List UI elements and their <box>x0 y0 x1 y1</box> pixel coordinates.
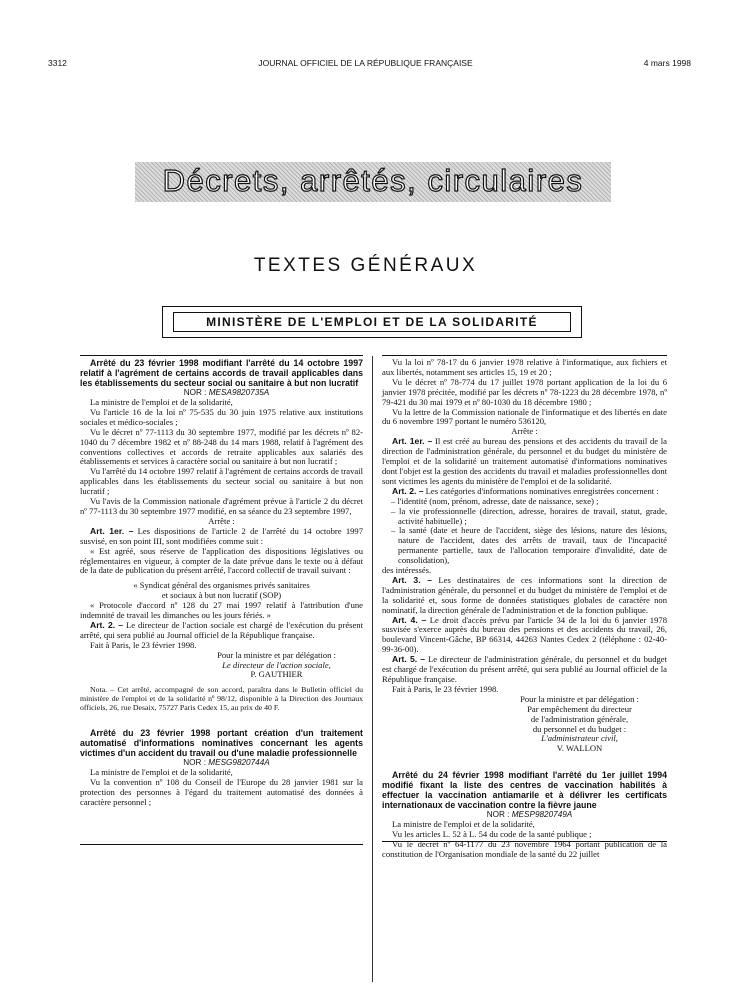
signature-line: du personnel et du budget : <box>532 723 627 734</box>
paragraph: et sociaux à but non lucratif (SOP) <box>161 590 282 601</box>
article-title: Arrêté du 23 février 1998 modifiant l'arrêté du 14 octobre 1997 relatif à l'agrément de certains accords de travail applicables dans les établissements du secteur social ou sanitaire à but non lucratif <box>80 358 363 388</box>
signature-name: P. GAUTHIER <box>250 669 303 680</box>
paragraph: Fait à Paris, le 23 février 1998. <box>392 683 499 694</box>
article-paragraph: Art. 5. – Le directeur de l'administration générale, du personnel et du budget est chargé de l'exécution du présent arrêté, qui sera publié au Journal officiel de la République française. <box>382 654 667 684</box>
article-paragraph: Art. 1er. – Les dispositions de l'article 2 de l'arrêté du 14 octobre 1997 susvisé, en son point III, sont modifiées comme suit : <box>80 525 364 546</box>
signature-line: L'administrateur civil, <box>541 733 618 744</box>
column-separator <box>372 356 373 982</box>
page-number: 3312 <box>48 58 67 68</box>
paragraph: Vu la lettre de la Commission nationale de l'informatique et des libertés en date du 6 novembre 1997 portant le numéro 536120, <box>382 406 667 427</box>
right-column-rule <box>382 355 667 356</box>
signature-name: V. WALLON <box>556 743 603 754</box>
list-item: – l'identité (nom, prénom, adresse, date de naissance, sexe) ; <box>391 495 599 506</box>
arrete-label: Arrête : <box>511 426 538 437</box>
nor-reference: NOR : MESG9820744A <box>183 758 270 768</box>
ministry-title: MINISTÈRE DE L'EMPLOI ET DE LA SOLIDARITÉ <box>173 312 571 332</box>
nor-reference: NOR : MESP9820749A <box>486 810 573 820</box>
running-header <box>0 58 731 72</box>
signature-line: de l'administration générale, <box>530 713 629 724</box>
journal-title: JOURNAL OFFICIEL DE LA RÉPUBLIQUE FRANÇAISE <box>258 58 473 68</box>
paragraph: La ministre de l'emploi et de la solidarité, <box>90 767 233 778</box>
signature-line: Pour la ministre et par délégation : <box>520 693 639 704</box>
ministry-box <box>162 306 582 338</box>
signature-line: Le directeur de l'action sociale, <box>222 659 331 670</box>
paragraph: Vu l'arrêté du 14 octobre 1997 relatif à l'agrément de certains accords de travail applicables dans les établissements du secteur social ou sanitaire à but non lucratif ; <box>80 466 363 497</box>
list-item: – la vie professionnelle (direction, adresse, horaires de travail, statut, grade, activité habituelle) ; <box>391 505 667 526</box>
nor-reference: NOR : MESA9820735A <box>183 388 270 397</box>
paragraph: Vu la loi nº 78-17 du 6 janvier 1978 relative à l'informatique, aux fichiers et aux libertés, notamment ses articles 15, 19 et 20 ; <box>382 357 667 377</box>
article-paragraph: Art. 3. – Les destinataires de ces informations sont la direction de l'administration générale, du personnel et du budget du ministère de l'emploi et de la solidarité et, sous forme de données statistiques globales de caractère non nominatif, la direction générale de l'administration et de la fonction publique. <box>382 574 667 615</box>
right-column <box>382 358 667 860</box>
paragraph: Vu l'avis de la Commission nationale d'agrément prévue à l'article 2 du décret nº 77-1113 du 30 septembre 1977 modifié, en sa séance du 23 septembre 1997, <box>80 496 363 516</box>
arrete-label: Arrête : <box>208 515 235 526</box>
left-column-rule <box>80 355 363 356</box>
section-banner <box>135 162 611 202</box>
paragraph: La ministre de l'emploi et de la solidarité, <box>392 819 535 830</box>
paragraph: Fait à Paris, le 23 février 1998. <box>90 639 197 650</box>
paragraph: Vu les articles L. 52 à L. 54 du code de la santé publique ; <box>392 829 592 840</box>
paragraph: Vu le décret nº 64-1177 du 23 novembre 1964 portant publication de la constitution de l'Organisation mondiale de la santé du 22 juillet <box>382 839 667 859</box>
paragraph: « Protocole d'accord nº 128 du 27 mai 1997 relatif à l'attribution d'une indemnité de travail les dimanches ou les jours fériés. » <box>80 600 363 621</box>
signature-line: Pour la ministre et par délégation : <box>217 649 336 660</box>
section-title: Décrets, arrêtés, circulaires <box>162 163 584 198</box>
issue-date: 4 mars 1998 <box>643 58 691 68</box>
nota: Nota. – Cet arrêté, accompagné de son accord, paraîtra dans le Bulletin officiel du ministère de l'emploi et de la solidarité nº 98/12, disponible à la Direction des Journaux officiels, 26, rue Desaix, 75727 Paris Cedex 15, au prix de 40 F. <box>80 685 363 713</box>
list-item: – la santé (date et heure de l'accident, siège des lésions, nature des lésions, nature de l'accident, dates des arrêts de travail, taux de l'incapacité permanente partielle, taux de l'allocation temporaire d'invalidité, date de consolidation), <box>391 525 667 566</box>
paragraph: La ministre de l'emploi et de la solidarité, <box>90 397 233 407</box>
article-paragraph: Art. 1er. – Il est créé au bureau des pensions et des accidents du travail de la direction de l'administration générale, du personnel et du budget du ministère de l'emploi et de la solidarité un traitement automatisé d'informations nominatives dont l'objet est la gestion des accidents du travail et maladies professionnelles dont sont victimes les agents du ministère de l'emploi et de la solidarité. <box>382 436 667 486</box>
article-title: Arrêté du 24 février 1998 modifiant l'arrêté du 1er juillet 1994 modifié fixant la liste des centres de vaccination habilités à effectuer la vaccination antiamarile et à délivrer les certificats internationaux de vaccination contre la fièvre jaune <box>382 770 667 811</box>
paragraph: Vu le décret nº 77-1113 du 30 septembre 1977, modifié par les décrets nº 82-1040 du 7 décembre 1982 et nº 88-248 du 14 mars 1988, relatif à l'agrément des conventions collectives et accords de retraite applicables aux salariés des établissements et services à caractère social ou sanitaire à but non lucratif ; <box>80 426 363 467</box>
article-title: Arrêté du 23 février 1998 portant création d'un traitement automatisé d'informations nominatives concernant les agents victimes d'un accident du travail ou d'une maladie professionnelle <box>80 728 363 759</box>
paragraph: « Est agréé, sous réserve de l'application des dispositions législatives ou réglementaires en vigueur, à compter de la date prévue dans le texte ou à défaut de la date de publication du présent arrêté, l'accord collectif de travail suivant : <box>80 545 363 576</box>
subsection-title: TEXTES GÉNÉRAUX <box>253 255 478 276</box>
paragraph: Vu la convention nº 108 du Conseil de l'Europe du 28 janvier 1981 sur la protection des personnes à l'égard du traitement automatisé des données à caractère personnel ; <box>80 777 363 808</box>
paragraph: Vu l'article 16 de la loi nº 75-535 du 30 juin 1975 relative aux institutions sociales et médico-sociales ; <box>80 406 363 427</box>
article-paragraph: Art. 4. – Le droit d'accès prévu par l'article 34 de la loi du 6 janvier 1978 susvisée s'exerce auprès du bureau des pensions et des accidents du travail, 26, boulevard Vincent-Gâche, BP 66314, 44263 Nantes Cedex 2 (téléphone : 02-40-99-36-00). <box>382 614 667 655</box>
signature-line: Par empêchement du directeur <box>527 703 632 714</box>
paragraph: Vu le décret nº 78-774 du 17 juillet 1978 portant application de la loi du 6 janvier 1978 précitée, modifié par les décrets nº 78-1223 du 28 décembre 1978, nº 79-421 du 30 mai 1979 et nº 80-1030 du 18 décembre 1980 ; <box>382 376 667 407</box>
left-article-rule <box>80 844 363 845</box>
paragraph: des intéressés. <box>382 565 432 576</box>
article-paragraph: Art. 2. – Le directeur de l'action sociale est chargé de l'exécution du présent arrêté, qui sera publié au Journal officiel de la République française. <box>80 619 363 640</box>
article-paragraph: Art. 2. – Les catégories d'informations nominatives enregistrées concernent : <box>392 485 659 496</box>
paragraph: « Syndicat général des organismes privés sanitaires <box>133 580 310 591</box>
left-column <box>80 358 363 808</box>
